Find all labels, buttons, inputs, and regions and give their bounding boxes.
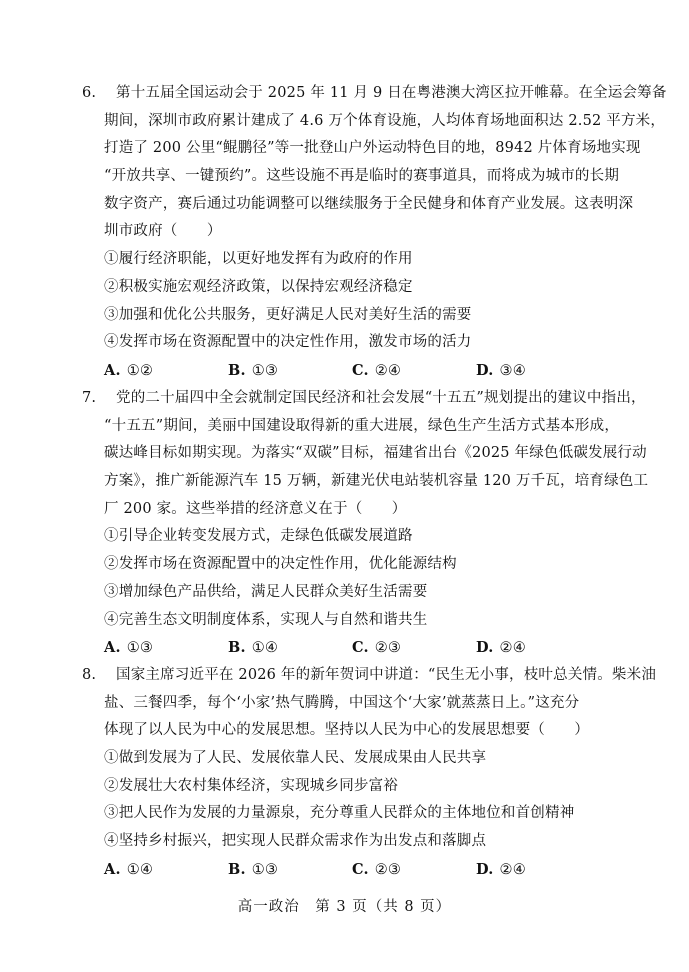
choice-label: B.	[228, 860, 246, 878]
choice-d	[476, 634, 526, 662]
choice-text: ③④	[499, 362, 526, 379]
question-number: 7.	[82, 390, 97, 406]
choice-text: ②④	[499, 640, 526, 657]
choice-label: D.	[476, 639, 494, 657]
option-statement: ③把人民作为发展的力量源泉，充分尊重人民群众的主体地位和首创精神	[104, 805, 575, 822]
choice-c	[352, 634, 476, 662]
option-statement: ①做到发展为了人民、发展依靠人民、发展成果由人民共享	[104, 750, 487, 767]
stem-text: 第十五届全国运动会于 2025 年 11 月 9 日在粤港澳大湾区拉开帷幕。在全运会筹备	[116, 85, 667, 101]
choice-text: ①③	[251, 861, 279, 878]
choice-text: ②③	[374, 640, 402, 657]
choice-c	[352, 357, 476, 385]
choice-label: C.	[352, 361, 369, 379]
choice-label: B.	[228, 361, 246, 379]
question-stem-line: 期间，深圳市政府累计建成了 4.6 万个体育设施，人均体育场地面积达 2.52 平方米，	[104, 112, 666, 129]
option-statement: ③增加绿色产品供给，满足人民群众美好生活需要	[104, 583, 428, 600]
choice-a	[104, 357, 228, 385]
choice-label: D.	[476, 860, 494, 878]
choice-b	[228, 856, 352, 884]
choice-label: C.	[352, 860, 369, 878]
choice-text: ①④	[126, 861, 154, 878]
stem-text: 国家主席习近平在 2026 年的新年贺词中讲道：“民生无小事，枝叶总关情。柴米油	[116, 667, 657, 683]
question-stem-line: 厂 200 家。这些举措的经济意义在于（ ）	[104, 500, 407, 517]
question-stem-line: 碳达峰目标如期实现。为落实“双碳”目标，福建省出台《2025 年绿色低碳发展行动	[104, 445, 647, 462]
question-stem-line: 圳市政府（ ）	[104, 223, 222, 240]
choice-label: B.	[228, 639, 246, 657]
option-statement: ③加强和优化公共服务，更好满足人民对美好生活的需要	[104, 306, 472, 323]
choice-b	[228, 634, 352, 662]
question-stem-line	[70, 662, 657, 690]
question-6	[70, 80, 667, 385]
question-stem-line: “开放共享、一键预约”。这些设施不再是临时的赛事道具，而将成为城市的长期	[104, 168, 620, 185]
choice-label: A.	[104, 361, 121, 379]
choice-text: ②④	[499, 861, 526, 878]
question-stem-line: 盐、三餐四季，每个‘小家’热气腾腾，中国这个‘大家’就蒸蒸日上。”这充分	[104, 694, 580, 711]
choice-label: C.	[352, 639, 369, 657]
question-number: 8.	[82, 667, 97, 683]
page-footer: 高一政治 第 3 页（共 8 页）	[237, 899, 452, 915]
option-statement: ①履行经济职能，以更好地发挥有为政府的作用	[104, 251, 413, 268]
choice-label: A.	[104, 860, 121, 878]
question-stem-line: 打造了 200 公里“鲲鹏径”等一批登山户外运动特色目的地，8942 片体育场地实现	[104, 140, 641, 157]
choice-text: ②③	[374, 861, 402, 878]
choice-d	[476, 856, 526, 884]
option-statement: ①引导企业转变发展方式，走绿色低碳发展道路	[104, 528, 413, 545]
question-stem-line	[70, 80, 667, 108]
choice-text: ①③	[126, 640, 154, 657]
choice-b	[228, 357, 352, 385]
choice-a	[104, 856, 228, 884]
question-stem-line	[70, 385, 646, 413]
question-number: 6.	[82, 85, 97, 101]
question-stem-line: “十五五”期间，美丽中国建设取得新的重大进展，绿色生产生活方式基本形成，	[104, 417, 620, 434]
option-statement: ②发展壮大农村集体经济，实现城乡同步富裕	[104, 777, 398, 794]
option-statement: ④发挥市场在资源配置中的决定性作用，激发市场的活力	[104, 334, 472, 351]
choice-text: ①②	[126, 362, 154, 379]
option-statement: ④完善生态文明制度体系，实现人与自然和谐共生	[104, 611, 428, 628]
choice-text: ①③	[251, 362, 279, 379]
option-statement: ④坚持乡村振兴，把实现人民群众需求作为出发点和落脚点	[104, 833, 487, 850]
question-stem-line: 方案》，推广新能源汽车 15 万辆，新建光伏电站装机容量 120 万千瓦，培育绿色工	[104, 473, 649, 490]
choice-label: D.	[476, 361, 494, 379]
option-statement: ②发挥市场在资源配置中的决定性作用，优化能源结构	[104, 556, 457, 573]
answer-choices	[70, 634, 635, 662]
question-stem-line: 体现了以人民为中心的发展思想。坚持以人民为中心的发展思想要（ ）	[104, 722, 590, 739]
choice-text: ①④	[251, 640, 279, 657]
answer-choices	[70, 856, 635, 884]
stem-text: 党的二十届四中全会就制定国民经济和社会发展“十五五”规划提出的建议中指出，	[116, 390, 646, 406]
option-statement: ②积极实施宏观经济政策，以保持宏观经济稳定	[104, 278, 413, 295]
choice-d	[476, 357, 526, 385]
question-8	[70, 662, 657, 884]
choice-c	[352, 856, 476, 884]
choice-a	[104, 634, 228, 662]
choice-label: A.	[104, 639, 121, 657]
choice-text: ②④	[374, 362, 402, 379]
answer-choices	[70, 357, 635, 385]
question-stem-line: 数字资产，赛后通过功能调整可以继续服务于全民健身和体育产业发展。这表明深	[104, 195, 634, 212]
question-7	[70, 385, 649, 662]
